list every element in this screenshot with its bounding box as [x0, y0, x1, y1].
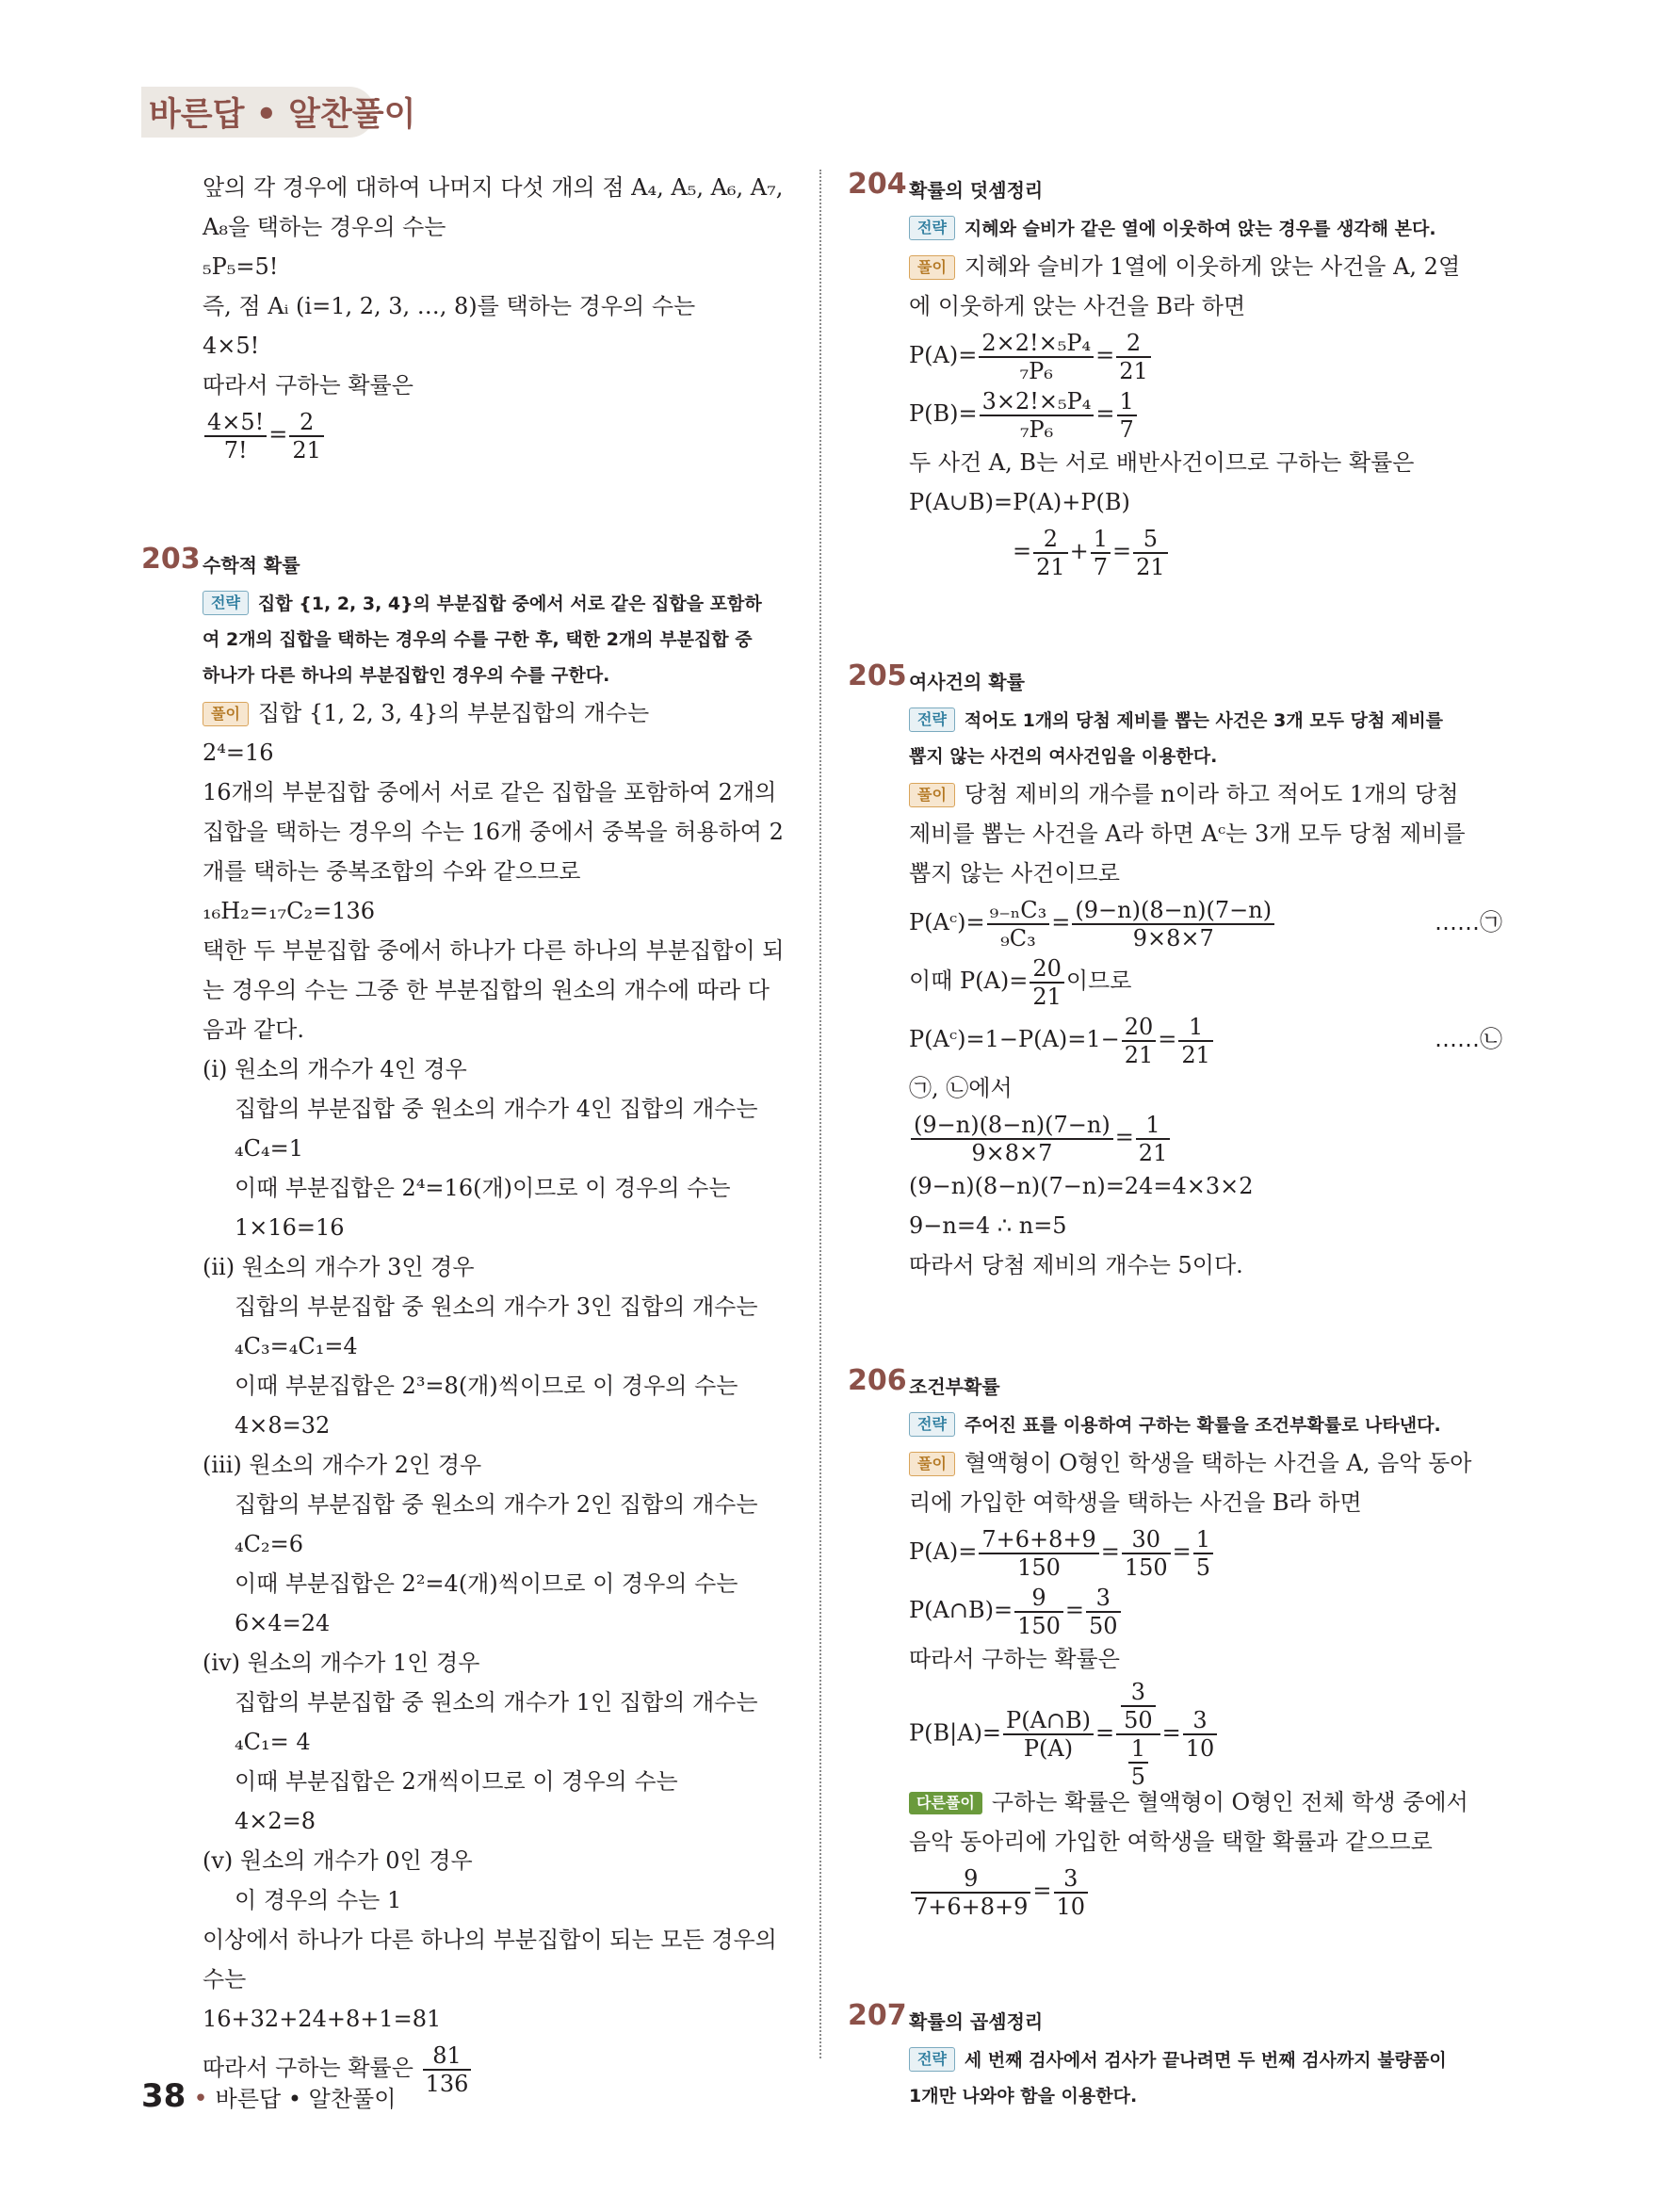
- formula-line: P(Aᶜ)=1−P(A)=1− $\frac{20}{21}$ = $\frac{1}{21}$ ……㉡: [909, 1010, 1502, 1068]
- strategy-line: 전략 적어도 1개의 당첨 제비를 뽑는 사건은 3개 모두 당첨 제비를: [909, 703, 1502, 739]
- strategy-line: 전략 집합 {1, 2, 3, 4}의 부분집합 중에서 서로 같은 집합을 포함하: [203, 586, 786, 622]
- fraction: $\frac{\text{2×2!×₅P₄}}{\text{₇P₆}}$: [979, 330, 1094, 384]
- text-line: ₁₆H₂=₁₇C₂=136: [203, 898, 376, 924]
- fraction: $\frac{20}{21}$: [1122, 1014, 1157, 1068]
- strategy-tag: 전략: [909, 1412, 955, 1437]
- text-line: 택한 두 부분집합 중에서 하나가 다른 하나의 부분집합이 되: [203, 937, 785, 964]
- case-line: 이때 부분집합은 2³=8(개)씩이므로 이 경우의 수는: [235, 1373, 738, 1399]
- strategy-line: 1개만 나와야 함을 이용한다.: [909, 2086, 1138, 2106]
- equation-marker: ……㉠: [1435, 909, 1502, 935]
- strategy-tag: 전략: [909, 708, 955, 732]
- formula-line: P(Aᶜ)= $\frac{\text{₉₋ₙC₃}}{\text{₉C₃}}$ = $\frac{(9-n)(8-n)(7-n)}{9\times 8\times 7}$ ……㉠: [909, 893, 1502, 951]
- case-line: 4×2=8: [235, 1808, 316, 1834]
- case-head: (ⅴ) 원소의 개수가 0인 경우: [203, 1847, 473, 1874]
- formula-line: $\frac{(9-n)(8-n)(7-n)}{9\times 8\times 7}$ = $\frac{1}{21}$: [909, 1108, 1502, 1166]
- text-line: 수는: [203, 1966, 247, 1992]
- text-line: 4×5!: [203, 333, 260, 359]
- problem-heading-206: [848, 1364, 1502, 1407]
- bullet-icon: •: [193, 2085, 208, 2113]
- case-line: ₄C₂=6: [235, 1531, 303, 1557]
- problem-heading-203: [141, 543, 786, 586]
- text-line: 에 이웃하게 앉는 사건을 B라 하면: [909, 293, 1246, 319]
- fraction: $\frac{1}{5}$: [1193, 1526, 1213, 1581]
- text-line: 음악 동아리에 가입한 여학생을 택할 확률과 같으므로: [909, 1829, 1433, 1855]
- fraction: $\frac{\text{3×2!×₅P₄}}{\text{₇P₆}}$: [980, 388, 1095, 443]
- fraction: $\frac{2}{21}$: [1033, 526, 1068, 580]
- problem-title: 확률의 곱셈정리: [909, 2010, 1044, 2033]
- fraction: $\frac{(9-n)(8-n)(7-n)}{9\times 8\times 7}$: [1072, 897, 1274, 951]
- page-header-title: 바른답 • 알찬풀이: [149, 96, 416, 134]
- problem-heading-204: [848, 168, 1502, 211]
- case-line: 집합의 부분집합 중 원소의 개수가 1인 집합의 개수는: [235, 1689, 758, 1716]
- fraction: $\frac{9}{150}$: [1014, 1585, 1063, 1639]
- right-column: [848, 168, 1502, 2114]
- solution-tag: 풀이: [909, 255, 955, 280]
- page-number: 38: [141, 2077, 186, 2115]
- problem-number: 207: [848, 1999, 907, 2032]
- formula-line: = $\frac{2}{21}$ + $\frac{1}{7}$ = $\frac{5}{21}$: [909, 522, 1502, 580]
- formula-line: P(B)= $\frac{\text{3×2!×₅P₄}}{\text{₇P₆}}$ = $\frac{1}{7}$: [909, 384, 1502, 443]
- case-line: 이때 부분집합은 2개씩이므로 이 경우의 수는: [235, 1768, 678, 1795]
- page-footer: [141, 2077, 396, 2115]
- text-line: 따라서 구하는 확률은: [203, 372, 414, 398]
- text-line: 앞의 각 경우에 대하여 나머지 다섯 개의 점 A₄, A₅, A₆, A₇,: [203, 174, 784, 201]
- case-line: ₄C₁= 4: [235, 1729, 311, 1755]
- fraction: $\frac{1}{5}$: [1128, 1735, 1148, 1790]
- text-line: 16+32+24+8+1=81: [203, 2006, 442, 2032]
- solution-line: 풀이 당첨 제비의 개수를 n이라 하고 적어도 1개의 당첨: [909, 774, 1502, 814]
- left-column: [141, 168, 786, 2097]
- strategy-line: 전략 세 번째 검사에서 검사가 끝나려면 두 번째 검사까지 불량품이: [909, 2042, 1502, 2078]
- fraction: $\frac{\text{₉₋ₙC₃}}{\text{₉C₃}}$: [987, 897, 1050, 951]
- alt-solution-line: 다른풀이 구하는 확률은 혈액형이 O형인 전체 학생 중에서: [909, 1782, 1502, 1822]
- fraction: $\frac{5}{21}$: [1133, 526, 1168, 580]
- fraction: $\frac{2}{21}$: [1116, 330, 1151, 384]
- formula-line: 이때 P(A)= $\frac{20}{21}$ 이므로: [909, 954, 1132, 1010]
- problem-heading-207: [848, 1999, 1502, 2042]
- solution-line: 풀이 지혜와 슬비가 1열에 이웃하게 앉는 사건을 A, 2열: [909, 247, 1502, 286]
- solution-tag: 풀이: [203, 702, 249, 726]
- text-line: 2⁴=16: [203, 740, 274, 766]
- text-line: ₅P₅=5!: [203, 253, 279, 280]
- problem-title: 조건부확률: [909, 1375, 1000, 1398]
- equation-marker: ……㉡: [1435, 1026, 1502, 1052]
- fraction: $\frac{81}{136}$: [423, 2042, 472, 2097]
- problem-number: 203: [141, 543, 201, 576]
- solution-tag: 풀이: [909, 783, 955, 807]
- solution-line: 풀이 혈액형이 O형인 학생을 택하는 사건을 A, 음악 동아: [909, 1443, 1502, 1483]
- fraction: $\frac{1}{21}$: [1136, 1112, 1171, 1166]
- case-line: ₄C₃=₄C₁=4: [235, 1333, 358, 1359]
- case-head: (ⅱ) 원소의 개수가 3인 경우: [203, 1254, 475, 1280]
- fraction: $\frac{1}{21}$: [1178, 1014, 1213, 1068]
- text-line: ㉠, ㉡에서: [909, 1075, 1013, 1101]
- fraction: $\frac{3}{50}$: [1121, 1679, 1156, 1733]
- formula-line: (9−n)(8−n)(7−n)=24=4×3×2: [909, 1173, 1254, 1199]
- case-head: (ⅰ) 원소의 개수가 4인 경우: [203, 1056, 467, 1082]
- text-line: 따라서 당첨 제비의 개수는 5이다.: [909, 1252, 1243, 1278]
- formula-line: 9−n=4 ∴ n=5: [909, 1212, 1067, 1239]
- strategy-tag: 전략: [203, 591, 249, 615]
- strategy-line: 전략 지혜와 슬비가 같은 열에 이웃하여 앉는 경우를 생각해 본다.: [909, 211, 1502, 247]
- fraction: $\frac{30}{150}$: [1122, 1526, 1171, 1581]
- problem-number: 204: [848, 168, 907, 201]
- alt-solution-tag: 다른풀이: [909, 1792, 982, 1814]
- fraction: $\frac{3}{10}$: [1054, 1865, 1089, 1920]
- fraction: $\frac{4\times 5!}{7!}$: [204, 409, 267, 464]
- text-line: 음과 같다.: [203, 1017, 304, 1043]
- case-head: (ⅳ) 원소의 개수가 1인 경우: [203, 1650, 480, 1676]
- text-line: 뽑지 않는 사건이므로: [909, 860, 1120, 886]
- formula-line: P(A∪B)=P(A)+P(B): [909, 489, 1130, 515]
- case-head: (ⅲ) 원소의 개수가 2인 경우: [203, 1452, 482, 1478]
- strategy-line: 뽑지 않는 사건의 여사건임을 이용한다.: [909, 746, 1218, 767]
- fraction: $\frac{(9-n)(8-n)(7-n)}{9\times 8\times 7}$: [911, 1112, 1113, 1166]
- formula-line: P(B|A)= $\frac{P(A\cap B)}{P(A)}$ = $\frac{\frac{3}{50}}{\frac{1}{5}}$ = $\frac{3}{10}$: [909, 1679, 1502, 1782]
- formula-line: $\frac{4\times 5!}{7!}$ = $\frac{2}{21}$: [203, 405, 786, 464]
- footer-label: 바른답 • 알찬풀이: [215, 2086, 397, 2112]
- column-divider: [819, 170, 821, 2058]
- case-line: 집합의 부분집합 중 원소의 개수가 3인 집합의 개수는: [235, 1293, 758, 1320]
- text-line: 즉, 점 Aᵢ (i=1, 2, 3, …, 8)를 택하는 경우의 수는: [203, 293, 696, 319]
- fraction: $\frac{P(A\cap B)}{P(A)}$: [1003, 1707, 1094, 1762]
- strategy-line: 전략 주어진 표를 이용하여 구하는 확률을 조건부확률로 나타낸다.: [909, 1407, 1502, 1443]
- formula-line: P(A)= $\frac{\text{2×2!×₅P₄}}{\text{₇P₆}}$ = $\frac{2}{21}$: [909, 326, 1502, 384]
- case-line: 집합의 부분집합 중 원소의 개수가 2인 집합의 개수는: [235, 1491, 758, 1518]
- strategy-tag: 전략: [909, 2047, 955, 2072]
- fraction: $\frac{7+6+8+9}{150}$: [979, 1526, 1098, 1581]
- final-answer-line: 따라서 구하는 확률은 $\frac{81}{136}$: [203, 2039, 786, 2097]
- text-line: 리에 가입한 여학생을 택하는 사건을 B라 하면: [909, 1489, 1362, 1516]
- text-line: 는 경우의 수는 그중 한 부분집합의 원소의 개수에 따라 다: [203, 977, 770, 1003]
- formula-line: P(A)= $\frac{7+6+8+9}{150}$ = $\frac{30}{150}$ = $\frac{1}{5}$: [909, 1522, 1502, 1581]
- complex-fraction: [1116, 1679, 1160, 1790]
- text-line: 따라서 구하는 확률은: [909, 1646, 1120, 1672]
- case-line: 이때 부분집합은 2²=4(개)씩이므로 이 경우의 수는: [235, 1570, 738, 1597]
- text-line: 집합을 택하는 경우의 수는 16개 중에서 중복을 허용하여 2: [203, 819, 784, 845]
- strategy-line: 여 2개의 집합을 택하는 경우의 수를 구한 후, 택한 2개의 부분집합 중: [203, 629, 753, 650]
- problem-title: 여사건의 확률: [909, 671, 1025, 693]
- case-line: ₄C₄=1: [235, 1135, 303, 1162]
- fraction: $\frac{1}{7}$: [1117, 388, 1137, 443]
- text-line: 이상에서 하나가 다른 하나의 부분집합이 되는 모든 경우의: [203, 1927, 777, 1953]
- text-line: 두 사건 A, B는 서로 배반사건이므로 구하는 확률은: [909, 449, 1415, 476]
- formula-line: P(A∩B)= $\frac{9}{150}$ = $\frac{3}{50}$: [909, 1581, 1502, 1639]
- case-line: 집합의 부분집합 중 원소의 개수가 4인 집합의 개수는: [235, 1096, 758, 1122]
- formula-line: $\frac{9}{7+6+8+9}$ = $\frac{3}{10}$: [909, 1862, 1502, 1920]
- fraction: $\frac{3}{10}$: [1183, 1707, 1218, 1762]
- fraction: $\frac{2}{21}$: [289, 409, 324, 464]
- problem-title: 확률의 덧셈정리: [909, 179, 1044, 202]
- text-line: A₈을 택하는 경우의 수는: [203, 214, 446, 240]
- text-line: 16개의 부분집합 중에서 서로 같은 집합을 포함하여 2개의: [203, 779, 777, 805]
- solution-tag: 풀이: [909, 1452, 955, 1476]
- fraction: $\frac{3}{50}$: [1086, 1585, 1121, 1639]
- strategy-tag: 전략: [909, 216, 955, 240]
- problem-number: 205: [848, 659, 907, 692]
- problem-title: 수학적 확률: [203, 554, 300, 577]
- problem-heading-205: [848, 659, 1502, 703]
- fraction: $\frac{9}{7+6+8+9}$: [911, 1865, 1030, 1920]
- case-line: 이 경우의 수는 1: [235, 1887, 402, 1913]
- case-line: 6×4=24: [235, 1610, 331, 1636]
- case-line: 이때 부분집합은 2⁴=16(개)이므로 이 경우의 수는: [235, 1175, 731, 1201]
- case-line: 4×8=32: [235, 1412, 331, 1439]
- solution-line: 풀이 집합 {1, 2, 3, 4}의 부분집합의 개수는: [203, 693, 786, 733]
- problem-number: 206: [848, 1364, 907, 1397]
- fraction: $\frac{1}{7}$: [1091, 526, 1111, 580]
- text-line: 개를 택하는 중복조합의 수와 같으므로: [203, 858, 581, 885]
- strategy-line: 하나가 다른 하나의 부분집합인 경우의 수를 구한다.: [203, 665, 610, 686]
- text-line: 제비를 뽑는 사건을 A라 하면 Aᶜ는 3개 모두 당첨 제비를: [909, 821, 1466, 847]
- fraction: $\frac{20}{21}$: [1030, 955, 1064, 1010]
- case-line: 1×16=16: [235, 1214, 345, 1241]
